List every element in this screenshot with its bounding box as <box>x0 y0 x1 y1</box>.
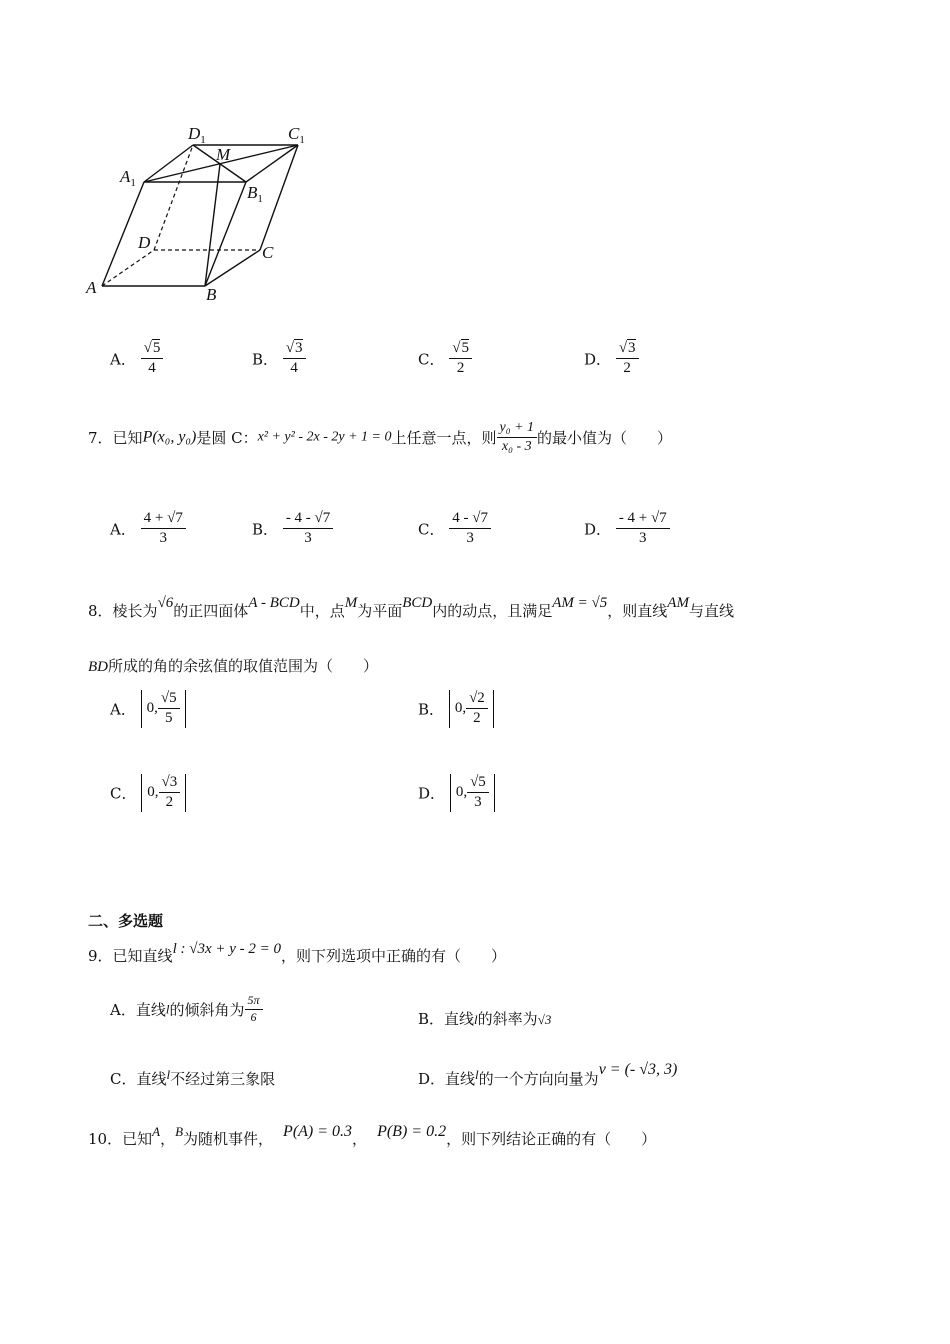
q8-option-d[interactable] <box>418 774 495 812</box>
label-b1: $B_1$ <box>247 183 263 205</box>
option-label: C． <box>110 784 137 803</box>
label-m: M <box>216 145 231 164</box>
q6-option-d[interactable] <box>584 340 639 378</box>
option-fraction: $\frac{- 4 + √7}{3}$ <box>616 510 670 548</box>
option-interval: 0, $\frac{√5}{3}$ <box>450 774 495 812</box>
option-label: D． <box>418 784 446 803</box>
option-fraction: $\frac{√5}{2}$ <box>449 340 472 378</box>
option-label: B． <box>252 350 279 369</box>
option-fraction: $\frac{4 + √7}{3}$ <box>141 510 186 548</box>
question-number: 9． <box>88 947 113 965</box>
question-8-line-1: 8．棱长为√6的正四面体A - BCD中，点M为平面BCD内的动点，且满足AM = √5，则直线AM与直线 <box>88 595 734 620</box>
question-7: 7．已知P(x₀, y₀)是圆 C：x² + y² - 2x - 2y + 1 = 0上任意一点，则 $\frac{\text{y₀ + 1}}{\text{x₀ - 3}}$ 的最小值为（ ） <box>88 420 673 455</box>
edge-b-c <box>205 250 260 286</box>
option-interval: 0, $\frac{√3}{2}$ <box>141 774 186 812</box>
q8-option-b[interactable] <box>418 690 494 728</box>
option-fraction: $\frac{4 - √7}{3}$ <box>449 510 491 548</box>
label-a1: $A_1$ <box>120 167 136 189</box>
q7-option-a[interactable] <box>110 510 186 548</box>
edge-c-c1 <box>260 145 298 250</box>
option-label: D． <box>584 520 612 539</box>
question-number: 8． <box>88 602 113 620</box>
option-fraction: $\frac{√3}{2}$ <box>616 340 639 378</box>
q9-option-c[interactable]: C．直线l不经过第三象限 <box>110 1067 276 1088</box>
angle-fraction: $\frac{5\pi}{6}$ <box>245 994 263 1025</box>
option-label: D． <box>584 350 612 369</box>
prob-b: P(B) = 0.2 <box>377 1123 447 1140</box>
q9-option-d[interactable]: D．直线l的一个方向向量为v = (- √3, 3) <box>418 1061 678 1088</box>
label-c: C <box>262 243 274 262</box>
q9-option-b[interactable]: B．直线l的斜率为√3 <box>418 1010 552 1028</box>
label-d1: $D_1$ <box>188 124 206 146</box>
q8-option-a[interactable] <box>110 690 186 728</box>
label-a: A <box>86 278 97 297</box>
question-8-line-2: BD所成的角的余弦值的取值范围为（ ） <box>88 657 379 675</box>
circle-equation: x² + y² - 2x - 2y + 1 = 0 <box>257 429 392 445</box>
line-equation: l : √3x + y - 2 = 0 <box>172 941 282 957</box>
q7-option-b[interactable] <box>252 510 333 548</box>
section-title: 二、多选题 <box>88 912 164 930</box>
question-9: 9．已知直线l : √3x + y - 2 = 0，则下列选项中正确的有（ ） <box>88 941 507 965</box>
question-number: 10． <box>88 1130 123 1148</box>
q6-option-a[interactable] <box>110 340 163 378</box>
option-fraction: $\frac{√3}{4}$ <box>283 340 306 378</box>
option-fraction: $\frac{- 4 - √7}{3}$ <box>283 510 333 548</box>
option-label: A． <box>110 520 136 539</box>
q9-option-a[interactable]: A．直线l的倾斜角为 $\frac{5\pi}{6}$ <box>110 994 263 1025</box>
point-expr: P(x₀, y₀) <box>142 428 197 446</box>
direction-vector: v = (- √3, 3) <box>598 1061 678 1078</box>
option-interval: 0, $\frac{√5}{5}$ <box>141 690 186 728</box>
option-label: B． <box>418 700 445 719</box>
label-b: B <box>206 285 217 304</box>
target-fraction: $\frac{\text{y₀ + 1}}{\text{x₀ - 3}}$ <box>497 420 538 455</box>
option-label: A． <box>110 350 136 369</box>
option-label: C． <box>418 520 445 539</box>
question-number: 7． <box>88 429 113 448</box>
option-label: C． <box>418 350 445 369</box>
hidden-edge-d-d1 <box>154 145 193 250</box>
option-interval: 0, $\frac{√2}{2}$ <box>449 690 494 728</box>
parallelepiped-figure <box>80 118 320 308</box>
q6-option-c[interactable] <box>418 340 472 378</box>
label-d: D <box>138 233 151 252</box>
q7-option-d[interactable] <box>584 510 670 548</box>
q8-option-c[interactable] <box>110 774 186 812</box>
option-label: A． <box>110 700 136 719</box>
label-c1: $C_1$ <box>288 124 305 146</box>
prob-a: P(A) = 0.3 <box>283 1123 353 1140</box>
question-10: 10．已知A，B为随机事件， P(A) = 0.3， P(B) = 0.2，则下列结论正确的有（ ） <box>88 1123 657 1148</box>
q6-option-b[interactable] <box>252 340 306 378</box>
option-fraction: $\frac{√5}{4}$ <box>141 340 164 378</box>
option-label: B． <box>252 520 279 539</box>
q7-option-c[interactable] <box>418 510 491 548</box>
